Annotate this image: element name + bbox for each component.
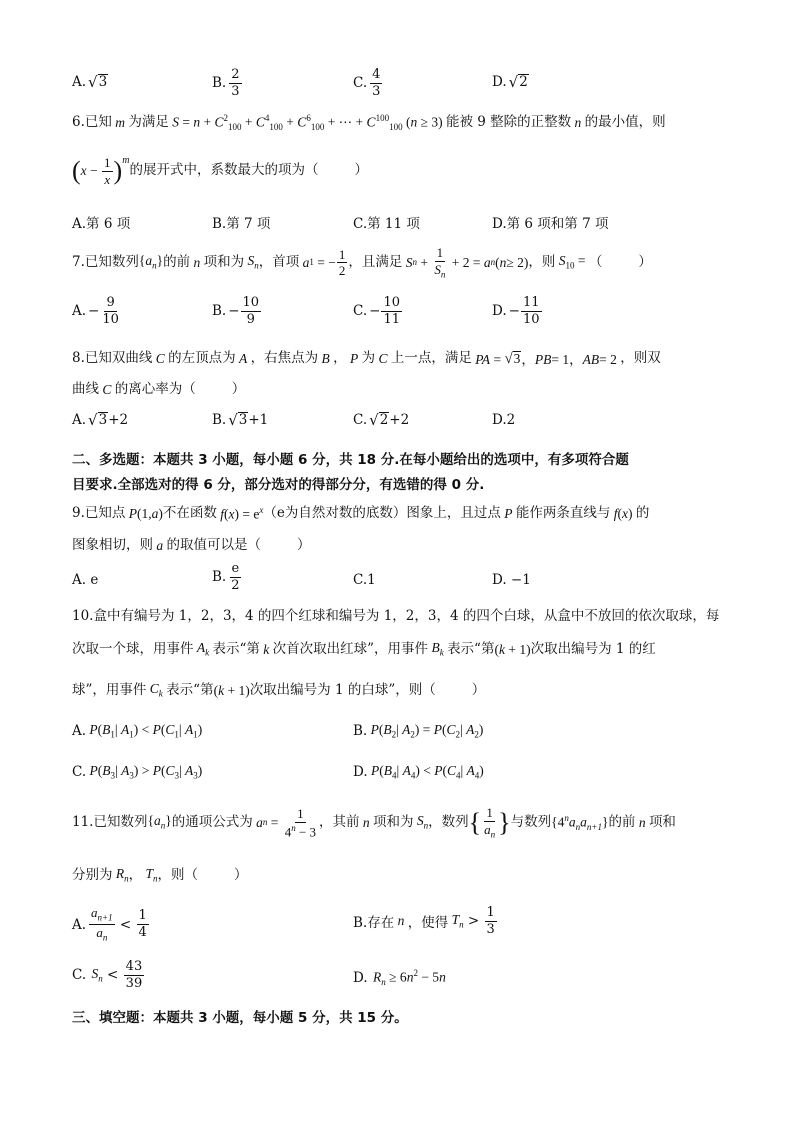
q10-options-row1: [72, 722, 732, 742]
q10-line3: 球”，用事件 $C_k$ 表示“第 (k + 1) 次取出编号为 1 的白球”，则（ ）: [72, 681, 486, 699]
q8-options: [72, 412, 732, 434]
q10-options-row2: [72, 763, 732, 783]
q11-option-c: C. $S_n$ < $\frac{43}{39}$: [72, 959, 143, 991]
q11-option-b: B.存在 n ，使得 $T_n$ > $\frac{1}{3}$: [353, 905, 495, 937]
q5-option-c: C. $\frac{4}{3}$: [353, 67, 381, 99]
q8-option-a: A. √ 3 +2: [72, 410, 129, 429]
q8-option-c: C. √ 2 +2: [353, 410, 410, 429]
q5-options: [72, 68, 732, 104]
q8-option-d: D.2: [492, 412, 516, 428]
q11-options-row2: [72, 960, 732, 1000]
q7-options: [72, 296, 732, 334]
q11-option-d: D. $R_n \ge 6n^2 - 5n$: [353, 968, 446, 988]
q9-option-d: D. −1: [492, 572, 531, 588]
q8-option-b: B. √ 3 +1: [212, 410, 269, 429]
q6-sum-formula: $S = n + C^2_{100} + C^4_{100} + C^6_{100}$ + ⋯ + $C^{100}_{100}$ (n ≥ 3): [168, 113, 443, 133]
q5-option-a: A. √ 3: [72, 72, 108, 91]
q11-line1: 11.已知数列 $\{a_n\}$ 的通项公式为 a n = $\frac{1}{4^n - 3}$ ，其前 n 项和为 $S_n$ ，数列 { $\frac{1}{a_n}$ } 与数列 $\{4^na_na_{n+1}\}$ 的前 n 项和: [72, 805, 676, 840]
q9-option-c: C.1: [353, 572, 376, 588]
q11-option-a: A. $\frac{a_{n+1}}{a_n}$ < $\frac{1}{4}$: [72, 905, 147, 943]
q9-line1: 9.已知点 P(1,a) 不在函数 $f(x) = e^x$ （ e 为自然对数的底数）图象上，且过点 P 能作两条直线与 f(x) 的: [72, 504, 650, 522]
q6-binomial-expression: ( x − $\frac{1}{x}$ ) $^m$: [72, 155, 130, 187]
q7-option-b: B. − $\frac{10}{9}$: [212, 295, 260, 327]
section2-heading-line2: 目要求.全部选对的得 6 分，部分选对的得部分分，有选错的得 0 分.: [72, 477, 485, 493]
q10-line2: 次取一个球，用事件 $A_k$ 表示“第 k 次首次取出红球”，用事件 $B_k$ 表示“第 (k + 1) 次取出编号为 1 的红: [72, 640, 656, 658]
q6-line1: 6.已知 m 为满足 $S = n + C^2_{100} + C^4_{100} + C^6_{100}$ + ⋯ + $C^{100}_{100}$ (n ≥ 3) 能被 9 整除的正整数 n 的最小值，则: [72, 113, 666, 133]
q5-d-radicand: 2: [519, 74, 528, 91]
q10-option-c: C. $P(B_3|$ $A_3) > P(C_3|$ $A_3$): [72, 763, 203, 781]
section2-heading-line1: 二、多选题：本题共 3 小题，每小题 6 分，共 18 分.在每小题给出的选项中，有多项符合题: [72, 452, 629, 468]
q9-line2: 图象相切，则 a 的取值可以是（ ）: [72, 537, 311, 553]
q11-reciprocal-sequence: { $\frac{1}{a_n}$ }: [468, 805, 511, 840]
q5-option-d: D. √ 2: [492, 72, 528, 91]
q9-options: [72, 562, 732, 598]
q10-option-b: B. $P(B_2|$ $A_2) = P(C_2|$ $A_2$): [353, 722, 484, 740]
q8-conditions: PA = √ 3 ， PB = 1， AB = 2: [471, 350, 621, 368]
q10-option-a: A. $P(B_1|$ $A_1) < P(C_1|$ $A_1$): [72, 722, 203, 740]
q11-line2: 分别为 $R_n$ ， $T_n$ ，则（ ）: [72, 866, 248, 884]
q11-product-sequence: $\{4^na_na_{n+1}\}$: [551, 812, 609, 832]
q6-option-d: D.第 6 项和第 7 项: [492, 216, 609, 232]
q7-option-c: C. − $\frac{10}{11}$: [353, 295, 400, 327]
q5-a-radicand: 3: [98, 74, 108, 91]
q10-option-d: D. $P(B_4|$ $A_4) < P(C_4|$ $A_4$): [353, 763, 484, 781]
q7-option-a: A. − $\frac{9}{10}$: [72, 295, 119, 327]
q5-option-b: B. $\frac{2}{3}$: [212, 67, 240, 99]
q6-option-a: A.第 6 项: [72, 216, 131, 232]
q7-line1: 7.已知数列 $\{a_n\}$ 的前 n 项和为 $S_n$ ，首项 a 1 = − $\frac{1}{2}$ ，且满足 S n + $\frac{1}{S_n}$ + 2 = a n ( n ≥ 2) ，则 $S_{10}$ = （ ）: [72, 245, 652, 280]
q7-recurrence: S n + $\frac{1}{S_n}$ + 2 = a n ( n ≥ 2): [402, 245, 529, 280]
q10-line1: 10.盒中有编号为 1，2，3，4 的四个红球和编号为 1，2，3，4 的四个白球，从盒中不放回的依次取球，每: [72, 608, 720, 624]
q9-option-b: B. $\frac{e}{2}$: [212, 561, 240, 593]
q7-first-term: a 1 = − $\frac{1}{2}$: [299, 246, 346, 279]
q6-option-b: B.第 7 项: [212, 216, 271, 232]
q6-option-c: C.第 11 项: [353, 216, 420, 232]
q8-line2: 曲线 C 的离心率为（ ）: [72, 381, 246, 397]
q6-line2: ( x − $\frac{1}{x}$ ) $^m$ 的展开式中，系数最大的项为（ ）: [72, 155, 368, 187]
section3-heading: 三、填空题：本题共 3 小题，每小题 5 分，共 15 分。: [72, 1010, 408, 1026]
q11-general-term: a n = $\frac{1}{4^n - 3}$: [252, 806, 317, 839]
q9-option-a: A. e: [72, 572, 99, 588]
q11-options-row1: [72, 906, 732, 950]
q6-options: [72, 212, 732, 230]
q8-line1: 8.已知双曲线 C 的左顶点为 A ，右焦点为 B ， P 为 C 上一点，满足 PA = √ 3 ， PB = 1， AB = 2 ，则双: [72, 350, 661, 368]
q7-option-d: D. − $\frac{11}{10}$: [492, 295, 540, 327]
